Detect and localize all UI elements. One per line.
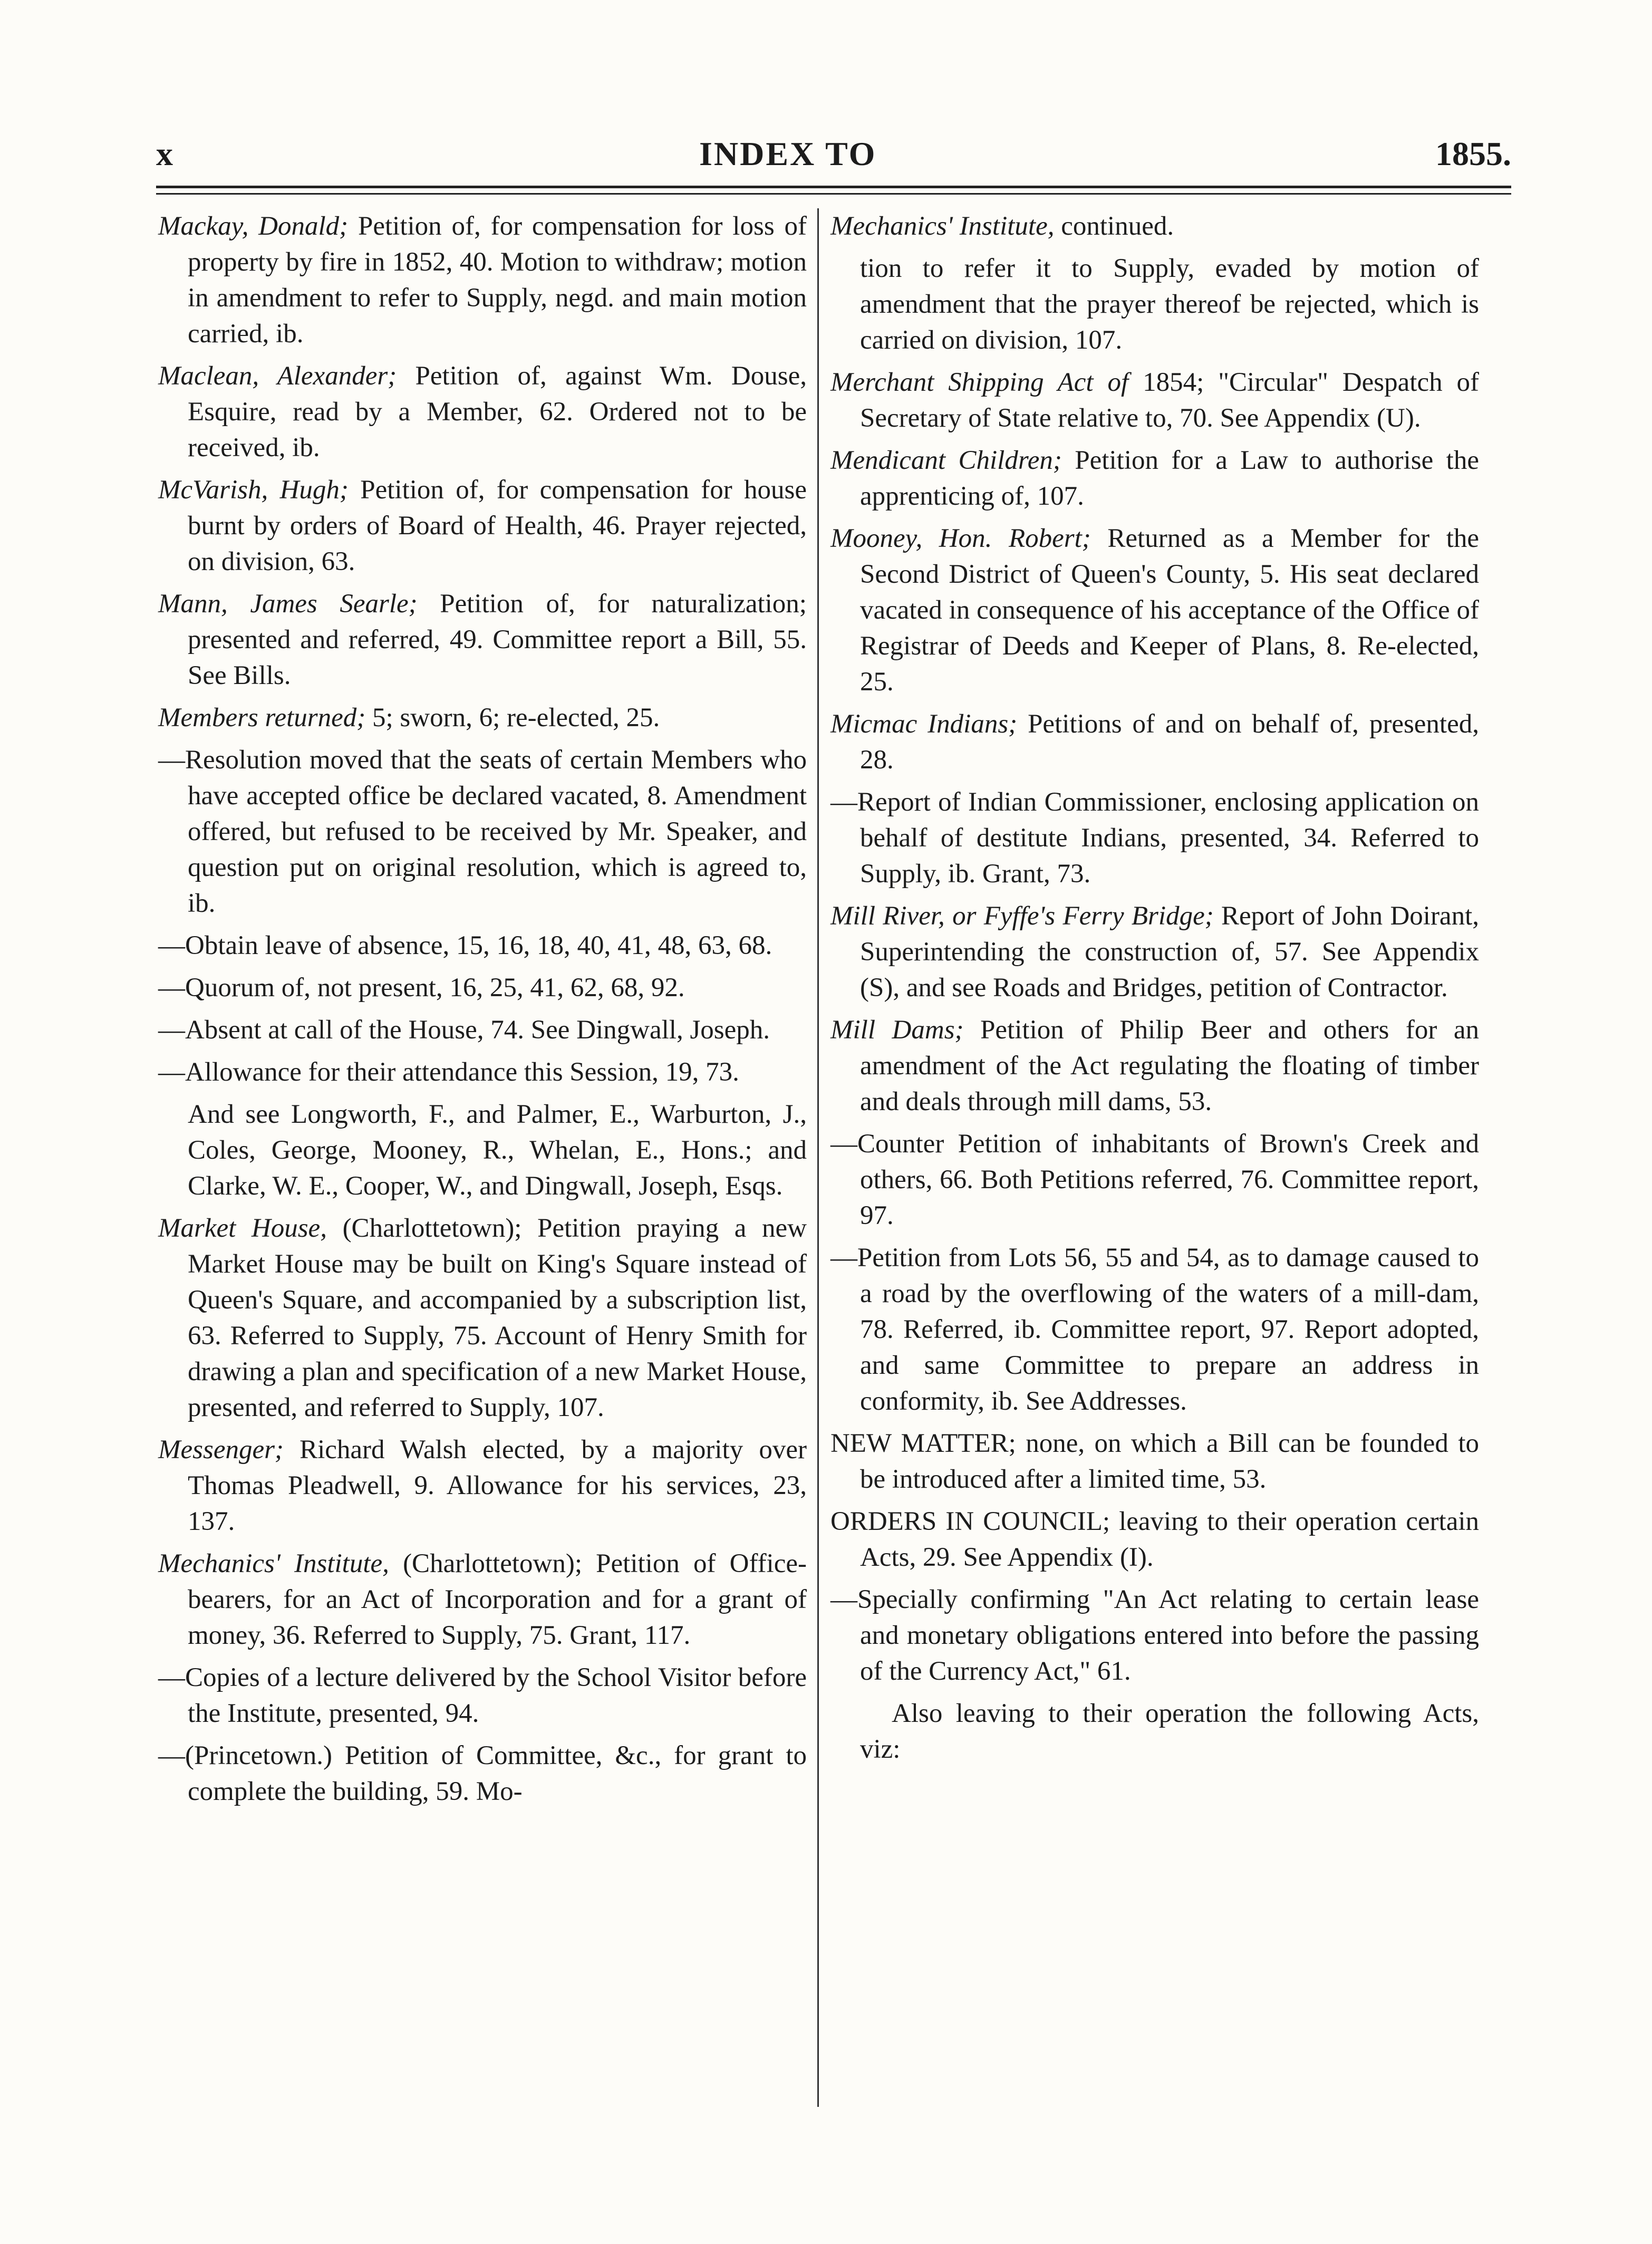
entry-text: 5; sworn, 6; re-elected, 25. <box>365 703 660 733</box>
index-continuation <box>830 251 1479 358</box>
entry-text: —Allowance for their attendance this Session, 19, 73. <box>158 1057 739 1087</box>
entry-heading: Mann, James Searle; <box>158 589 418 619</box>
entry-heading: Members returned; <box>158 703 366 733</box>
entry-text: And see Longworth, F., and Palmer, E., Warburton, J., Coles, George, Mooney, R., Whelan, E., Hons.; and Clarke, W. E., Cooper, W., and Dingwall, Joseph, Esqs. <box>188 1100 807 1201</box>
index-note <box>830 1696 1479 1767</box>
header-rule-thin <box>156 193 1511 195</box>
index-subentry <box>830 1126 1479 1234</box>
entry-text: Returned as a Member for the Second District of Queen's County, 5. His seat declared vacated in consequence of his acceptance of the Office of Registrar of Deeds and Keeper of Plans, 8. Re-elected, 25. <box>860 524 1480 697</box>
index-entry <box>830 706 1479 778</box>
index-subentry <box>158 1054 807 1090</box>
index-entry <box>830 1012 1479 1120</box>
page-title: INDEX TO <box>699 135 877 172</box>
entry-text: Petition of Philip Beer and others for an amendment of the Act regulating the floating of timber and deals through mill dams, 53. <box>860 1015 1480 1116</box>
entry-text: —Obtain leave of absence, 15, 16, 18, 40, 41, 48, 63, 68. <box>158 931 772 960</box>
entry-heading: Mill Dams; <box>830 1015 964 1045</box>
index-entry <box>158 1546 807 1653</box>
entry-text: —Copies of a lecture delivered by the School Visitor before the Institute, presented, 94. <box>158 1663 807 1728</box>
column-divider <box>817 208 819 2107</box>
entry-text: Also leaving to their operation the following Acts, viz: <box>860 1699 1479 1764</box>
index-entry <box>830 1504 1479 1575</box>
entry-text: —(Princetown.) Petition of Committee, &c., for grant to complete the building, 59. Mo- <box>158 1741 807 1806</box>
left-column <box>158 208 807 1816</box>
entry-heading: Micmac Indians; <box>830 709 1018 739</box>
entry-text: —Resolution moved that the seats of certain Members who have accepted office be declared vacated, 8. Amendment offered, but refused to be received by Mr. Speaker, and question put on original resolution, which is agreed to, ib. <box>158 745 807 918</box>
index-subentry <box>158 928 807 964</box>
index-subentry <box>830 1240 1479 1419</box>
header-rule-thick <box>156 186 1511 188</box>
page-number: x <box>156 135 173 172</box>
entry-text: —Report of Indian Commissioner, enclosing application on behalf of destitute Indians, presented, 34. Referred to Supply, ib. Grant, 73. <box>830 787 1479 889</box>
right-column <box>830 208 1479 1774</box>
page-year: 1855. <box>1435 135 1511 172</box>
index-entry <box>158 472 807 580</box>
entry-heading: Mill River, or Fyffe's Ferry Bridge; <box>830 901 1214 931</box>
entry-text: Petition of, for compensation for house burnt by orders of Board of Health, 46. Prayer rejected, on division, 63. <box>188 475 807 576</box>
entry-heading: Market House, <box>158 1214 327 1243</box>
index-subentry <box>158 742 807 921</box>
index-subentry <box>830 784 1479 892</box>
entry-text: —Counter Petition of inhabitants of Brown's Creek and others, 66. Both Petitions referred, 76. Committee report, 97. <box>830 1129 1479 1230</box>
index-subentry <box>158 1012 807 1048</box>
entry-text: continued. <box>1054 211 1174 241</box>
entry-text: Petitions of and on behalf of, presented, 28. <box>860 709 1479 775</box>
index-entry <box>158 700 807 736</box>
entry-heading: Messenger; <box>158 1435 284 1465</box>
entry-heading: Mendicant Children; <box>830 446 1062 475</box>
index-entry <box>158 1432 807 1539</box>
index-subentry <box>158 970 807 1006</box>
entry-heading: Mechanics' Institute, <box>158 1549 389 1578</box>
entry-heading: McVarish, Hugh; <box>158 475 349 505</box>
index-entry <box>830 898 1479 1006</box>
index-entry <box>830 1426 1479 1497</box>
index-entry <box>830 364 1479 436</box>
index-entry <box>158 1210 807 1426</box>
index-entry <box>830 442 1479 514</box>
entry-heading: Mechanics' Institute, <box>830 211 1055 241</box>
entry-heading: Mooney, Hon. Robert; <box>830 524 1091 553</box>
entry-text: Petition of, against Wm. Douse, Esquire, read by a Member, 62. Ordered not to be received, ib. <box>188 361 807 463</box>
entry-text: —Absent at call of the House, 74. See Dingwall, Joseph. <box>158 1015 770 1045</box>
entry-text: (Charlottetown); Petition of Office-bearers, for an Act of Incorporation and for a grant of money, 36. Referred to Supply, 75. Grant, 117. <box>188 1549 807 1650</box>
entry-text: —Petition from Lots 56, 55 and 54, as to damage caused to a road by the overflowing of the waters of a mill-dam, 78. Referred, ib. Committee report, 97. Report adopted, and same Committee to prepare an address in conformity, ib. See Addresses. <box>830 1243 1479 1416</box>
index-entry <box>830 208 1479 244</box>
page-header <box>156 134 1511 182</box>
entry-heading: Maclean, Alexander; <box>158 361 397 391</box>
entry-text: Petition for a Law to authorise the apprenticing of, 107. <box>860 446 1479 511</box>
entry-text: (Charlottetown); Petition praying a new Market House may be built on King's Square instead of Queen's Square, and accompanied by a subscription list, 63. Referred to Supply, 75. Account of Henry Smith for drawing a plan and specification of a new Market House, presented, and referred to Supply, 107. <box>188 1214 807 1422</box>
index-entry <box>830 521 1479 700</box>
entry-text: ORDERS IN COUNCIL; leaving to their operation certain Acts, 29. See Appendix (I). <box>830 1507 1479 1572</box>
index-subentry <box>158 1660 807 1731</box>
entry-text: Report of John Doirant, Superintending the construction of, 57. See Appendix (S), and see Roads and Bridges, petition of Contractor. <box>860 901 1479 1003</box>
index-entry <box>158 358 807 466</box>
entry-text: —Specially confirming "An Act relating to certain lease and monetary obligations entered into before the passing of the Currency Act," 61. <box>830 1585 1479 1686</box>
entry-text: tion to refer it to Supply, evaded by motion of amendment that the prayer thereof be rejected, which is carried on division, 107. <box>860 254 1479 355</box>
index-crossref <box>158 1096 807 1204</box>
index-subentry <box>830 1582 1479 1689</box>
entry-text: Richard Walsh elected, by a majority over Thomas Pleadwell, 9. Allowance for his services, 23, 137. <box>188 1435 807 1536</box>
entry-heading: Mackay, Donald; <box>158 211 349 241</box>
entry-text: Petition of, for compensation for loss of property by fire in 1852, 40. Motion to withdraw; motion in amendment to refer to Supply, negd. and main motion carried, ib. <box>188 211 807 349</box>
index-entry <box>158 586 807 694</box>
index-subentry <box>158 1738 807 1809</box>
entry-heading: Merchant Shipping Act of <box>830 368 1129 397</box>
entry-text: —Quorum of, not present, 16, 25, 41, 62, 68, 92. <box>158 973 685 1003</box>
entry-text: NEW MATTER; none, on which a Bill can be founded to be introduced after a limited time, 53. <box>830 1429 1479 1494</box>
entry-text: Petition of, for naturalization; presented and referred, 49. Committee report a Bill, 55. See Bills. <box>188 589 807 690</box>
entry-text: 1854; "Circular" Despatch of Secretary of State relative to, 70. See Appendix (U). <box>860 368 1479 433</box>
index-entry <box>158 208 807 352</box>
